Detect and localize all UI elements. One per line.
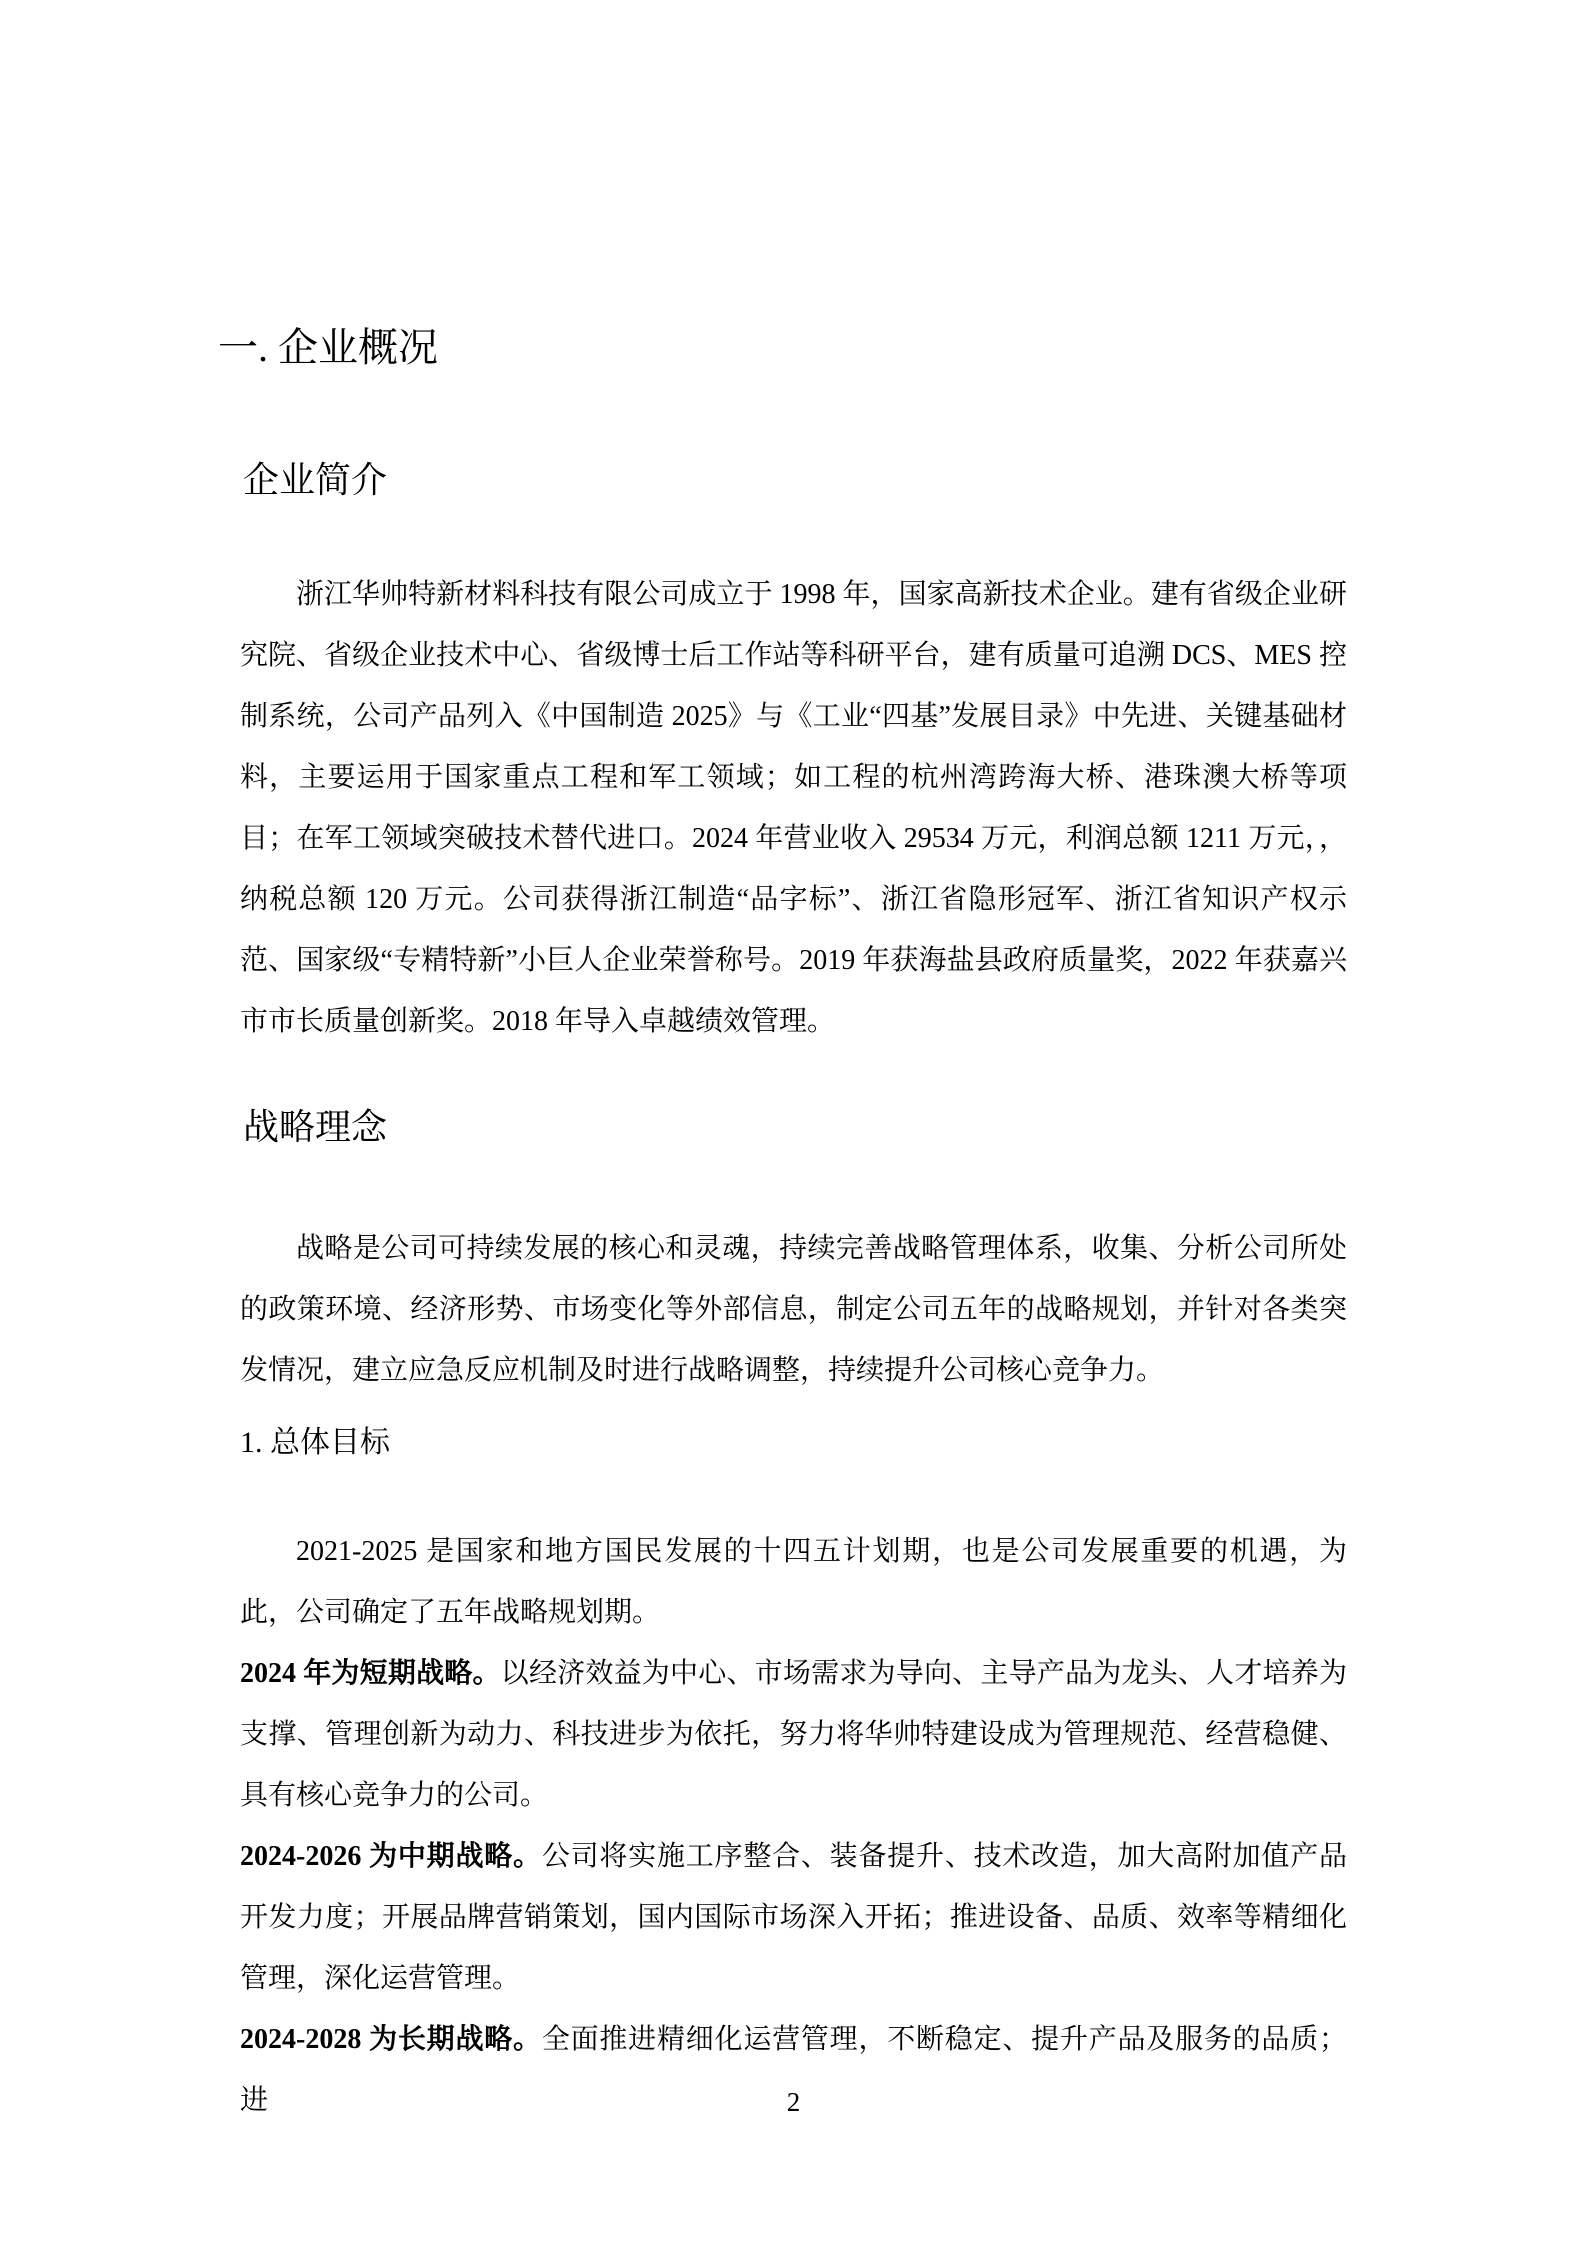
subsection-heading-strategy-philosophy: 战略理念: [243, 1107, 388, 1147]
short-term-strategy-text: 以经济效益为中心、市场需求为导向、主导产品为龙头、人才培养为支撑、管理创新为动力、科技进步为依托，努力将华帅特建设成为管理规范、经营稳健、具有核心竞争力的公司。: [240, 1658, 1347, 1811]
long-term-strategy-text: 全面推进精细化运营管理，不断稳定、提升产品及服务的品质；进: [240, 2024, 1347, 2116]
paragraph-mid-term-strategy: [240, 1826, 1347, 2009]
short-term-strategy-lead: 2024 年为短期战略。: [240, 1658, 501, 1689]
paragraph-overall-goal: 2021-2025 是国家和地方国民发展的十四五计划期，也是公司发展重要的机遇，为此，公司确定了五年战略规划期。: [240, 1536, 1347, 1628]
mid-term-strategy-text: 公司将实施工序整合、装备提升、技术改造，加大高附加值产品开发力度；开展品牌营销策划，国内国际市场深入开拓；推进设备、品质、效率等精细化管理，深化运营管理。: [240, 1841, 1347, 1994]
mid-term-strategy-lead: 2024-2026 为中期战略。: [240, 1841, 542, 1872]
page-number: 2: [786, 2087, 801, 2117]
subheading-overall-goal: 1. 总体目标: [240, 1426, 390, 1459]
section-heading-company-overview: 一. 企业概况: [218, 325, 438, 370]
paragraph-short-term-strategy: [240, 1643, 1347, 1826]
paragraph-company-profile: 浙江华帅特新材料科技有限公司成立于 1998 年，国家高新技术企业。建有省级企业研究院、省级企业技术中心、省级博士后工作站等科研平台，建有质量可追溯 DCS、MES 控制系统，公司产品列入《中国制造 2025》与《工业“四基”发展目录》中先进、关键基础材料，主要运用于国家重点工程和军工领域；如工程的杭州湾跨海大桥、港珠澳大桥等项目；在军工领域突破技术替代进口。2024 年营业收入 29534 万元，利润总额 1211 万元，，纳税总额 120 万元。公司获得浙江制造“品字标”、浙江省隐形冠军、浙江省知识产权示范、国家级“专精特新”小巨人企业荣誉称号。2019 年获海盐县政府质量奖，2022 年获嘉兴市市长质量创新奖。2018 年导入卓越绩效管理。: [240, 579, 1347, 1037]
paragraph-strategy-philosophy: 战略是公司可持续发展的核心和灵魂，持续完善战略管理体系，收集、分析公司所处的政策环境、经济形势、市场变化等外部信息，制定公司五年的战略规划，并针对各类突发情况，建立应急反应机制及时进行战略调整，持续提升公司核心竞争力。: [240, 1233, 1347, 1386]
subsection-heading-company-profile: 企业简介: [243, 460, 388, 500]
long-term-strategy-lead: 2024-2028 为长期战略。: [240, 2024, 542, 2055]
